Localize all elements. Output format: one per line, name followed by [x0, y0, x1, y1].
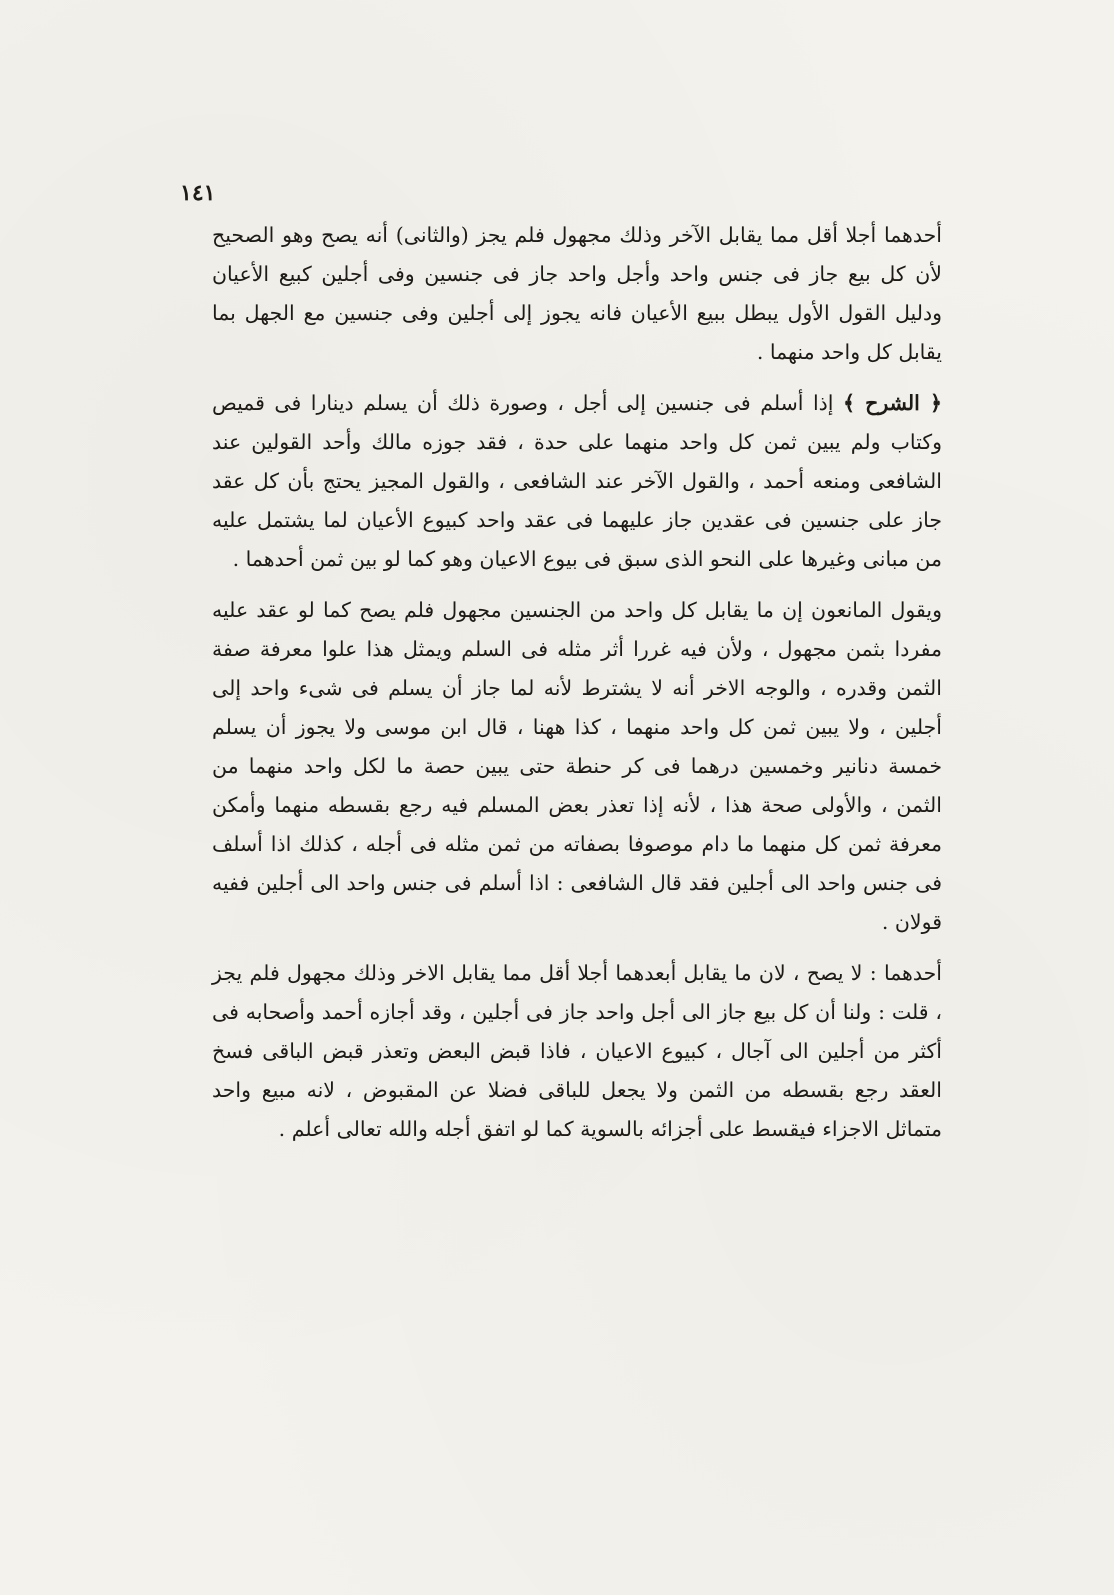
paragraph-1-text: أحدهما أجلا أقل مما يقابل الآخر وذلك مجهول فلم يجز (والثانى) أنه يصح وهو الصحيح لأن كل بيع جاز فى جنس واحد وأجل واحد جاز فى جنسين وفى أجلين كبيع الأعيان ودليل القول الأول يبطل ببيع الأعيان فانه يجوز إلى أجلين وفى جنسين مع الجهل بما يقابل كل واحد منهما .: [212, 223, 942, 364]
paragraph-4-text: أحدهما : لا يصح ، لان ما يقابل أبعدهما أجلا أقل مما يقابل الاخر وذلك مجهول فلم يجز ، قلت : ولنا أن كل بيع جاز الى أجل واحد جاز فى أجلين ، وقد أجازه أحمد وأصحابه فى أكثر من أجلين الى آجال ، كبيوع الاعيان ، فاذا قبض البعض وتعذر قبض الباقى فسخ العقد رجع بقسطه من الثمن ولا يجعل للباقى فضلا عن المقبوض ، لانه مبيع واحد متماثل الاجزاء فيقسط على أجزائه بالسوية كما لو اتفق أجله والله تعالى أعلم .: [212, 961, 942, 1141]
sharh-heading: ﴿ الشرح ﴾: [842, 391, 942, 415]
paragraph-4: [212, 954, 942, 1149]
paragraph-3-text: ويقول المانعون إن ما يقابل كل واحد من الجنسين مجهول فلم يصح كما لو عقد عليه مفردا بثمن مجهول ، ولأن فيه غررا أثر مثله فى السلم ويمثل هذا علوا معرفة صفة الثمن وقدره ، والوجه الاخر أنه لا يشترط لأنه لما جاز أن يسلم فى شىء واحد إلى أجلين ، ولا يبين ثمن كل واحد منهما ، كذا ههنا ، قال ابن موسى ولا يجوز أن يسلم خمسة دنانير وخمسين درهما فى كر حنطة حتى يبين حصة ما لكل واحد منهما من الثمن ، والأولى صحة هذا ، لأنه إذا تعذر بعض المسلم فيه رجع بقسطه منهما وأمكن معرفة ثمن كل منهما ما دام موصوفا بصفاته من ثمن مثله فى أجله ، كذلك اذا أسلف فى جنس واحد الى أجلين فقد قال الشافعى : اذا أسلم فى جنس واحد الى أجلين ففيه قولان .: [212, 598, 942, 934]
paragraph-1: [212, 216, 942, 372]
paragraph-2: [212, 384, 942, 579]
page-number: ١٤١: [180, 180, 216, 206]
paragraph-2-text: إذا أسلم فى جنسين إلى أجل ، وصورة ذلك أن يسلم دينارا فى قميص وكتاب ولم يبين ثمن كل واحد منهما على حدة ، فقد جوزه مالك وأحد القولين عند الشافعى ومنعه أحمد ، والقول الآخر عند الشافعى ، والقول المجيز يحتج بأن كل عقد جاز على جنسين فى عقدين جاز عليهما فى عقد واحد كبيوع الأعيان لما يشتمل عليه من مبانى وغيرها على النحو الذى سبق فى بيوع الاعيان وهو كما لو بين ثمن أحدهما .: [212, 391, 942, 571]
body-text: [212, 216, 942, 1161]
paragraph-3: [212, 591, 942, 942]
